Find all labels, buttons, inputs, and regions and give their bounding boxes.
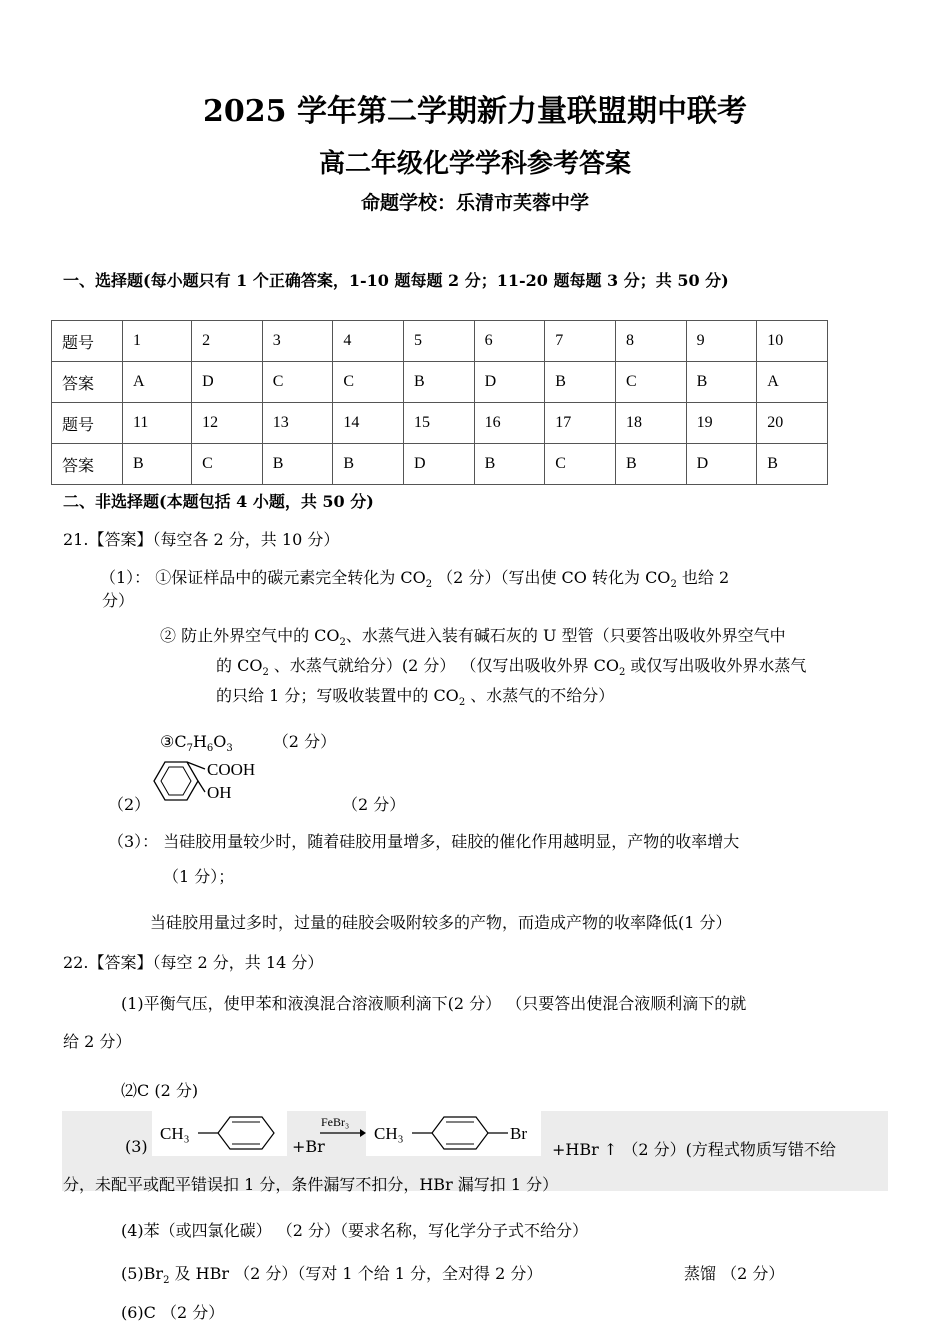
cooh-label: COOH	[207, 760, 256, 779]
text-span: 、水蒸气的不给分）	[465, 686, 615, 705]
p-bromotoluene-structure	[366, 1111, 541, 1156]
table-cell: A	[123, 362, 192, 403]
q21-part1-c	[160, 729, 336, 754]
section2-heading: 二、非选择题(本题包括 4 小题，共 50 分)	[63, 492, 374, 511]
table-cell: C	[545, 444, 616, 485]
table-cell: 6	[474, 321, 545, 362]
q21-part2-label: （2）	[108, 795, 151, 814]
page-subtitle: 高二年级化学学科参考答案	[318, 149, 631, 179]
q22-part3-label: (3)	[125, 1137, 148, 1156]
table-cell: A	[757, 362, 828, 403]
text-span: 及 HBr （2 分）（写对 1 个给 1 分，全对得 2 分）	[169, 1264, 543, 1283]
table-cell: 9	[686, 321, 757, 362]
subscript: 7	[186, 743, 193, 755]
table-cell: C	[333, 362, 404, 403]
table-cell: B	[615, 444, 686, 485]
subscript: 2	[339, 637, 346, 649]
q22-part2: ⑵C (2 分)	[121, 1081, 199, 1100]
table-cell: C	[192, 444, 263, 485]
q22-part1-line2: 给 2 分）	[63, 1032, 132, 1051]
table-cell: 12	[192, 403, 263, 444]
ch3-label: CH₃	[374, 1124, 404, 1143]
table-cell: C	[262, 362, 333, 403]
text-span: (5)Br	[121, 1264, 164, 1283]
table-row	[52, 321, 828, 362]
table-cell: 4	[333, 321, 404, 362]
text-span: ② 防止外界空气中的 CO	[160, 626, 340, 645]
q21-title: 21.【答案】（每空各 2 分，共 10 分）	[63, 530, 340, 549]
q22-part4: (4)苯（或四氯化碳） （2 分）（要求名称，写化学分子式不给分）	[121, 1221, 589, 1240]
text-span: O	[213, 732, 227, 751]
table-cell: 3	[262, 321, 333, 362]
row-label: 答案	[52, 362, 123, 403]
table-cell: B	[757, 444, 828, 485]
text-span: 的 CO	[216, 656, 263, 675]
row-label: 题号	[52, 321, 123, 362]
q22-part3-rest: +HBr ↑ （2 分）(方程式物质写错不给	[552, 1140, 836, 1159]
row-label: 答案	[52, 444, 123, 485]
text-span: ③C	[160, 732, 187, 751]
catalyst-label: FeBr₃	[321, 1115, 350, 1129]
table-cell: 19	[686, 403, 757, 444]
table-cell: 1	[123, 321, 192, 362]
table-cell: D	[686, 444, 757, 485]
page-title: 2025 学年第二学期新力量联盟期中联考	[203, 94, 747, 129]
table-cell: D	[404, 444, 475, 485]
text-span: 、水蒸气就给分）(2 分） （仅写出吸收外界 CO	[268, 656, 619, 675]
table-cell: B	[262, 444, 333, 485]
text-span: H	[192, 732, 207, 751]
section1-heading: 一、选择题(每小题只有 1 个正确答案，1-10 题每题 2 分；11-20 题每题 3 分；共 50 分)	[63, 271, 729, 290]
subscript: 2	[618, 667, 626, 679]
q22-part5	[121, 1261, 542, 1286]
table-cell: C	[615, 362, 686, 403]
table-cell: B	[686, 362, 757, 403]
subscript: 2	[163, 1275, 170, 1287]
q21-part1-line1	[100, 565, 729, 590]
subscript: 2	[262, 667, 269, 679]
text-span: （2 分）	[272, 732, 337, 751]
q21-part1-b-line3	[216, 683, 614, 708]
br-label: Br	[510, 1124, 527, 1143]
q21-part1-b-line1	[160, 623, 786, 648]
q22-part5-distill: 蒸馏 （2 分）	[684, 1264, 785, 1283]
q22-part3-wrap: 分，未配平或配平错误扣 1 分，条件漏写不扣分，HBr 漏写扣 1 分）	[63, 1175, 559, 1194]
table-cell: 2	[192, 321, 263, 362]
q21-part3-line2: （1 分）；	[163, 867, 235, 886]
row-label: 题号	[52, 403, 123, 444]
table-cell: B	[404, 362, 475, 403]
answer-table	[51, 320, 828, 485]
subscript: 2	[458, 697, 466, 709]
text-span: （2 分）（写出使 CO 转化为 CO	[432, 568, 671, 587]
subscript: 3	[226, 743, 233, 755]
table-cell: 14	[333, 403, 404, 444]
table-cell: B	[123, 444, 192, 485]
text-span: 、水蒸气进入装有碱石灰的 U 型管（只要答出吸收外界空气中	[345, 626, 786, 645]
table-cell: B	[333, 444, 404, 485]
table-cell: 13	[262, 403, 333, 444]
table-cell: 16	[474, 403, 545, 444]
school-line: 命题学校：乐清市芙蓉中学	[360, 192, 589, 214]
q21-part1-wrap: 分）	[102, 591, 135, 610]
table-cell: D	[474, 362, 545, 403]
table-cell: 15	[404, 403, 475, 444]
table-row	[52, 444, 828, 485]
oh-label: OH	[207, 783, 232, 802]
toluene-structure	[152, 1111, 287, 1156]
table-cell: 11	[123, 403, 192, 444]
subscript: 2	[670, 579, 677, 591]
text-span: 或仅写出吸收外界水蒸气	[625, 656, 807, 675]
q21-part1-b-line2	[216, 653, 806, 678]
q22-title: 22.【答案】（每空 2 分，共 14 分）	[63, 953, 324, 972]
table-row	[52, 403, 828, 444]
table-cell: B	[545, 362, 616, 403]
table-cell: 8	[615, 321, 686, 362]
table-cell: 20	[757, 403, 828, 444]
table-cell: D	[192, 362, 263, 403]
reaction-arrow	[318, 1113, 366, 1141]
text-span: 的只给 1 分；写吸收装置中的 CO	[216, 686, 459, 705]
table-cell: 18	[615, 403, 686, 444]
q21-part3-line1: （3）： 当硅胶用量较少时，随着硅胶用量增多，硅胶的催化作用越明显，产物的收率增大	[108, 832, 740, 851]
q21-part2-score: （2 分）	[342, 795, 406, 814]
table-row	[52, 362, 828, 403]
salicylic-acid-structure	[145, 756, 280, 806]
q22-part1-line1: (1)平衡气压，使甲苯和液溴混合溶液顺利滴下(2 分） （只要答出使混合液顺利滴下的就	[121, 994, 747, 1013]
subscript: 2	[425, 579, 433, 591]
subscript: 6	[206, 743, 214, 755]
table-cell: 17	[545, 403, 616, 444]
br2-reagent: +Br	[292, 1137, 325, 1156]
table-cell: B	[474, 444, 545, 485]
text-span: （1）： ①保证样品中的碳元素完全转化为 CO	[100, 568, 426, 587]
ch3-label: CH₃	[160, 1124, 190, 1143]
table-cell: 10	[757, 321, 828, 362]
q21-part3-line3: 当硅胶用量过多时，过量的硅胶会吸附较多的产物，而造成产物的收率降低(1 分）	[150, 913, 732, 932]
table-cell: 5	[404, 321, 475, 362]
q22-part6: (6)C （2 分）	[121, 1303, 225, 1322]
text-span: 也给 2	[676, 568, 730, 587]
table-cell: 7	[545, 321, 616, 362]
